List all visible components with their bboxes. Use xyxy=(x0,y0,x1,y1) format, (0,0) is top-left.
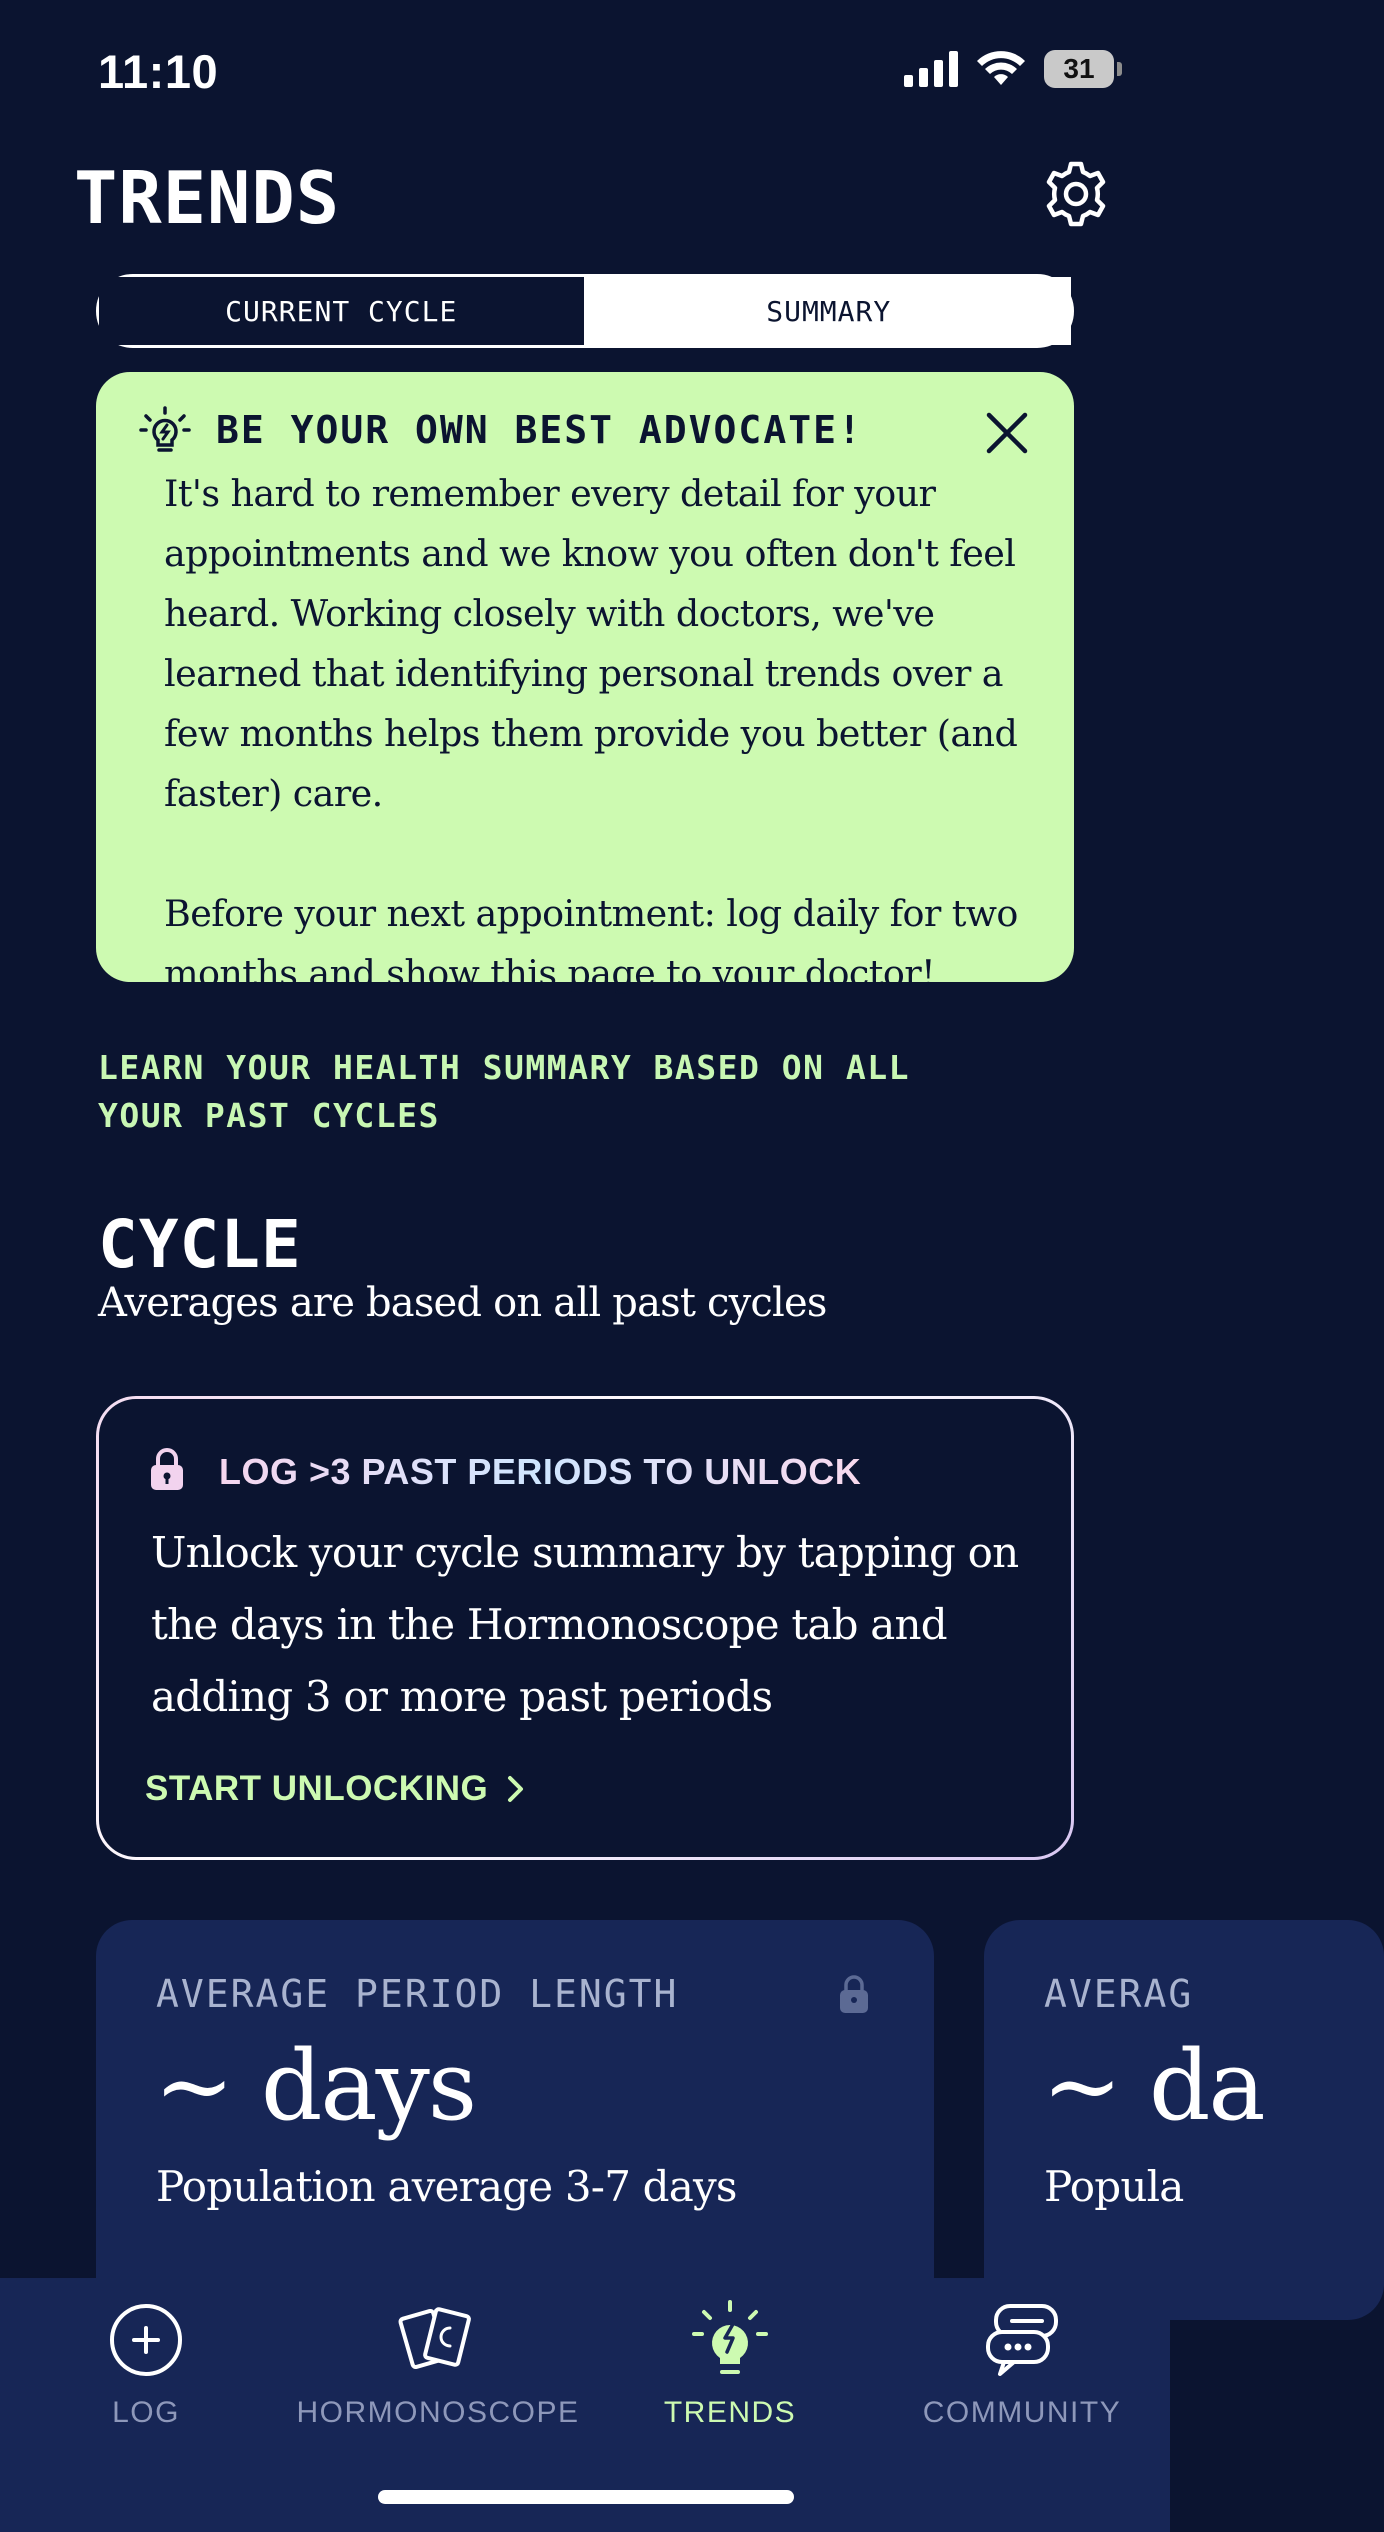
advocate-body xyxy=(164,464,1034,1004)
signal-icon xyxy=(904,51,958,87)
tab-current-cycle[interactable]: CURRENT CYCLE xyxy=(99,277,587,345)
unlock-card-inner xyxy=(99,1399,1071,1857)
learn-summary-text: LEARN YOUR HEALTH SUMMARY BASED ON ALL YOUR PAST CYCLES xyxy=(98,1048,910,1135)
wifi-icon xyxy=(976,51,1026,87)
status-time: 11:10 xyxy=(98,45,219,98)
unlock-card xyxy=(96,1396,1074,1860)
plus-circle-icon xyxy=(108,2302,184,2378)
tab-trends[interactable] xyxy=(584,2298,876,2458)
settings-button[interactable] xyxy=(1040,158,1112,230)
cycle-section-subtitle: Averages are based on all past cycles xyxy=(98,1280,827,1326)
tab-log[interactable] xyxy=(0,2298,292,2458)
gear-icon xyxy=(1042,160,1110,228)
tab-log-label: LOG xyxy=(112,2396,180,2429)
cycle-section-title: CYCLE xyxy=(98,1206,302,1283)
tab-trends-label: TRENDS xyxy=(663,2396,797,2429)
tab-horo-icon-wrap xyxy=(396,2298,480,2382)
lightbulb-icon xyxy=(140,406,190,456)
stat-value: ~ days xyxy=(154,2030,476,2142)
tab-hormonoscope[interactable] xyxy=(292,2298,584,2458)
trends-segmented-control xyxy=(96,274,1074,348)
lightbulb-icon xyxy=(692,2300,768,2380)
battery-indicator: 31 xyxy=(1044,50,1114,88)
chevron-right-icon xyxy=(506,1774,526,1804)
start-unlocking-label: START UNLOCKING xyxy=(145,1769,489,1808)
tab-community-label: COMMUNITY xyxy=(922,2396,1122,2429)
advocate-paragraph-1: It's hard to remember every detail for your appointments and we know you often don't feel heard. Working closely with doctors, we've learned that identifying personal trends over a few months helps them provide you better (and faster) care. xyxy=(164,472,1018,815)
chat-bubbles-icon xyxy=(982,2300,1062,2380)
advocate-banner xyxy=(96,372,1074,995)
tab-community[interactable] xyxy=(876,2298,1168,2458)
stat-label: AVERAGE PERIOD LENGTH xyxy=(156,1972,679,2016)
tab-trends-icon-wrap xyxy=(688,2298,772,2382)
tab-comm-icon-wrap xyxy=(980,2298,1064,2382)
lock-icon xyxy=(149,1447,185,1491)
tab-log-icon-wrap xyxy=(104,2298,188,2382)
average-stat-card-2[interactable] xyxy=(984,1920,1384,2320)
stat-note: Population average 3-7 days xyxy=(156,2162,737,2211)
status-bar xyxy=(0,0,1170,150)
average-period-length-card[interactable] xyxy=(96,1920,934,2320)
stat-value: ~ da xyxy=(1042,2030,1264,2142)
close-icon[interactable] xyxy=(984,410,1030,456)
tab-hormonoscope-label: HORMONOSCOPE xyxy=(296,2396,580,2429)
lock-icon xyxy=(838,1974,870,2014)
stat-note: Popula xyxy=(1044,2162,1184,2211)
start-unlocking-button[interactable] xyxy=(145,1769,526,1809)
advocate-paragraph-2: Before your next appointment: log daily for two months and show this page to your doctor! xyxy=(164,892,1018,995)
tarot-cards-icon xyxy=(398,2300,478,2380)
tab-summary[interactable]: SUMMARY xyxy=(587,277,1072,345)
home-indicator[interactable] xyxy=(378,2490,794,2504)
page-title: TRENDS xyxy=(74,156,341,240)
unlock-card-title: LOG >3 PAST PERIODS TO UNLOCK xyxy=(219,1451,862,1492)
stat-label: AVERAG xyxy=(1044,1972,1194,2016)
status-icons xyxy=(904,50,1114,88)
unlock-card-body: Unlock your cycle summary by tapping on the days in the Hormonoscope tab and adding 3 or more past periods xyxy=(151,1528,1019,1721)
advocate-title: BE YOUR OWN BEST ADVOCATE! xyxy=(216,408,863,452)
